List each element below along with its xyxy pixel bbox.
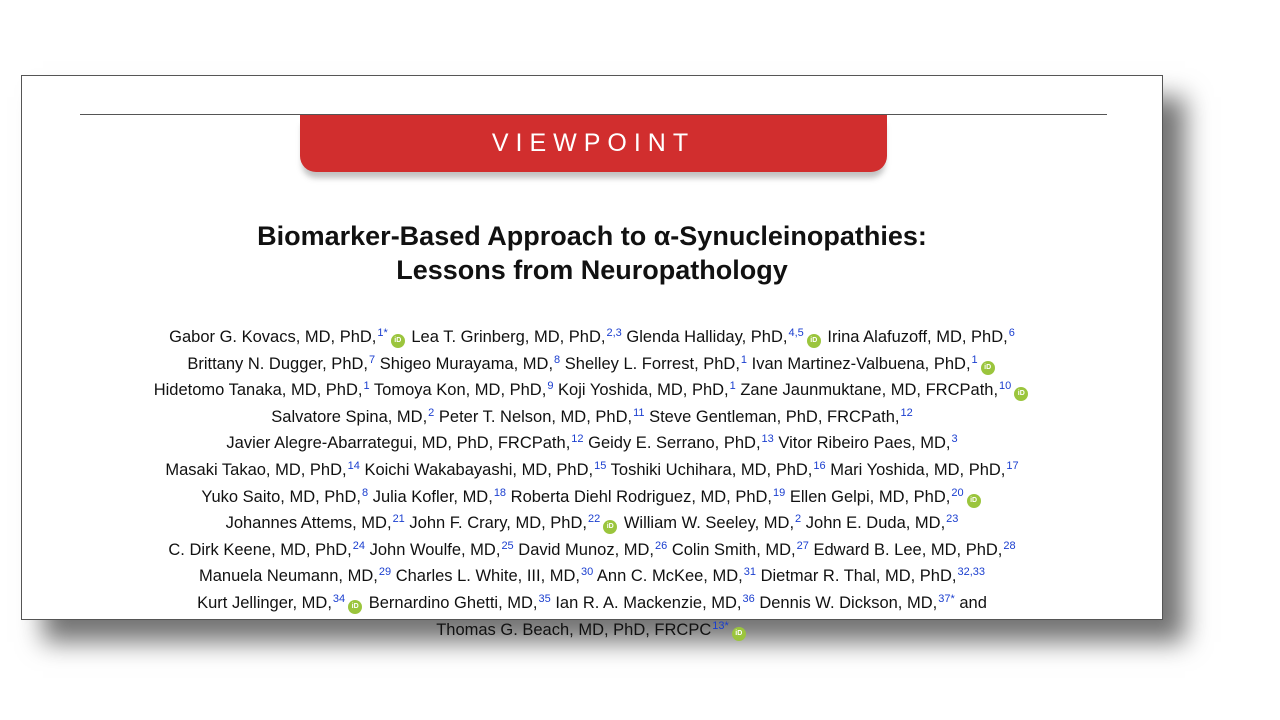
author-line [62,482,1122,509]
author-name: Mari Yoshida, MD, PhD, [830,460,1006,479]
affiliation-superscript[interactable]: 13* [712,619,729,632]
author-line [62,615,1122,642]
affiliation-superscript[interactable]: 21 [392,513,405,526]
author-name: Geidy E. Serrano, PhD, [588,434,761,453]
article-title [22,219,1162,287]
author-name: Toshiki Uchihara, MD, PhD, [610,460,813,479]
author-name: Dennis W. Dickson, MD, [759,593,938,612]
affiliation-superscript[interactable]: 22 [587,513,601,526]
affiliation-superscript[interactable]: 20 [951,486,964,499]
affiliation-superscript[interactable]: 30 [580,566,594,579]
affiliation-superscript[interactable]: 9 [547,380,554,393]
author-name: Masaki Takao, MD, PhD, [165,460,347,479]
author-name: Ian R. A. Mackenzie, MD, [555,593,742,612]
author-name: Colin Smith, MD, [671,540,796,559]
author-line [62,402,1122,429]
author-line [62,455,1122,482]
author-name: Vitor Ribeiro Paes, MD, [778,434,951,453]
affiliation-superscript[interactable]: 12 [900,406,913,419]
author-name: Ivan Martinez-Valbuena, PhD, [751,354,971,373]
affiliation-superscript[interactable]: 10 [999,380,1012,393]
section-banner: VIEWPOINT [300,115,887,172]
affiliation-superscript[interactable]: 18 [493,486,507,499]
author-name: Yuko Saito, MD, PhD, [201,487,361,506]
author-name: Brittany N. Dugger, PhD, [187,354,368,373]
author-name: Salvatore Spina, MD, [271,407,428,426]
orcid-icon[interactable]: iD [603,520,617,534]
author-name: Koji Yoshida, MD, PhD, [558,381,729,400]
author-name: Tomoya Kon, MD, PhD, [373,381,547,400]
author-line [62,588,1122,615]
author-name: Peter T. Nelson, MD, PhD, [438,407,633,426]
orcid-icon[interactable]: iD [348,600,362,614]
author-line [62,322,1122,349]
affiliation-superscript[interactable]: 2,3 [606,327,622,339]
affiliation-superscript[interactable]: 1* [377,327,388,339]
author-name: Gabor G. Kovacs, MD, PhD, [169,328,377,346]
orcid-icon[interactable]: iD [1014,387,1028,401]
title-line: Biomarker-Based Approach to α-Synucleinopathies: [257,221,927,251]
orcid-icon[interactable]: iD [732,627,746,641]
affiliation-superscript[interactable]: 1 [971,353,978,366]
affiliation-superscript[interactable]: 24 [352,539,365,552]
author-name: Javier Alegre-Abarrategui, MD, PhD, FRCPath, [226,434,571,453]
affiliation-superscript[interactable]: 25 [501,539,514,552]
orcid-icon[interactable]: iD [981,361,995,375]
affiliation-superscript[interactable]: 13 [761,433,774,446]
affiliation-superscript[interactable]: 8 [554,353,561,366]
affiliation-superscript[interactable]: 35 [538,592,551,605]
author-name: Zane Jaunmuktane, MD, FRCPath, [740,381,999,400]
author-name: Shigeo Murayama, MD, [379,354,554,373]
author-name: Koichi Wakabayashi, MD, PhD, [364,460,594,479]
author-list [62,322,1122,641]
author-name: Dietmar R. Thal, MD, PhD, [760,567,957,586]
author-name: Manuela Neumann, MD, [199,567,378,586]
affiliation-superscript[interactable]: 15 [594,459,607,472]
author-name: David Munoz, MD, [518,540,654,559]
author-name: Shelley L. Forrest, PhD, [564,354,740,373]
author-name: Julia Kofler, MD, [372,487,493,506]
affiliation-superscript[interactable]: 14 [347,459,360,472]
author-name: John F. Crary, MD, PhD, [409,514,587,533]
affiliation-superscript[interactable]: 7 [369,353,376,366]
author-name: Johannes Attems, MD, [225,514,392,533]
affiliation-superscript[interactable]: 28 [1003,539,1016,552]
author-line [62,535,1122,562]
orcid-icon[interactable]: iD [967,494,981,508]
affiliation-superscript[interactable]: 27 [796,539,809,552]
author-line [62,349,1122,376]
author-name: John E. Duda, MD, [805,514,946,533]
affiliation-superscript[interactable]: 2 [428,406,435,419]
author-name: Charles L. White, III, MD, [395,567,580,586]
author-name: C. Dirk Keene, MD, PhD, [168,540,352,559]
author-name: and [959,593,987,612]
orcid-icon[interactable]: iD [807,334,821,348]
orcid-icon[interactable]: iD [391,334,405,348]
affiliation-superscript[interactable]: 3 [951,433,958,446]
author-line [62,508,1122,535]
author-name: Roberta Diehl Rodriguez, MD, PhD, [510,487,773,506]
affiliation-superscript[interactable]: 6 [1008,327,1015,339]
author-name: Edward B. Lee, MD, PhD, [813,540,1003,559]
paper-header-card [21,75,1163,639]
affiliation-superscript[interactable]: 32,33 [957,566,985,579]
author-name: Ann C. McKee, MD, [596,567,743,586]
author-name: Steve Gentleman, PhD, FRCPath, [649,407,900,426]
affiliation-superscript[interactable]: 2 [795,513,802,526]
author-name: Lea T. Grinberg, MD, PhD, [411,328,606,346]
affiliation-superscript[interactable]: 1 [729,380,736,393]
affiliation-superscript[interactable]: 31 [743,566,756,579]
affiliation-superscript[interactable]: 16 [813,459,826,472]
author-name: Kurt Jellinger, MD, [197,593,332,612]
affiliation-superscript[interactable]: 1 [363,380,370,393]
author-name: Hidetomo Tanaka, MD, PhD, [153,381,363,400]
affiliation-superscript[interactable]: 26 [655,539,668,552]
affiliation-superscript[interactable]: 34 [332,592,346,605]
affiliation-superscript[interactable]: 8 [361,486,369,499]
author-name: William W. Seeley, MD, [623,514,795,533]
author-line [62,561,1122,588]
affiliation-superscript[interactable]: 36 [742,592,755,605]
author-line [62,428,1122,455]
affiliation-superscript[interactable]: 4,5 [788,327,804,339]
affiliation-superscript[interactable]: 12 [571,433,584,446]
author-name: Irina Alafuzoff, MD, PhD, [827,328,1008,346]
author-line [62,375,1122,402]
title-line: Lessons from Neuropathology [396,255,788,285]
author-name: John Woulfe, MD, [369,540,501,559]
affiliation-superscript[interactable]: 1 [740,353,748,366]
affiliation-superscript[interactable]: 37* [938,592,955,605]
affiliation-superscript[interactable]: 23 [946,513,959,526]
affiliation-superscript[interactable]: 11 [633,406,645,419]
author-name: Thomas G. Beach, MD, PhD, FRCPC [436,620,712,639]
author-name: Glenda Halliday, PhD, [626,328,788,346]
affiliation-superscript[interactable]: 17 [1006,459,1019,472]
affiliation-superscript[interactable]: 29 [378,566,392,579]
affiliation-superscript[interactable]: 19 [773,486,786,499]
author-name: Bernardino Ghetti, MD, [368,593,538,612]
author-name: Ellen Gelpi, MD, PhD, [789,487,951,506]
